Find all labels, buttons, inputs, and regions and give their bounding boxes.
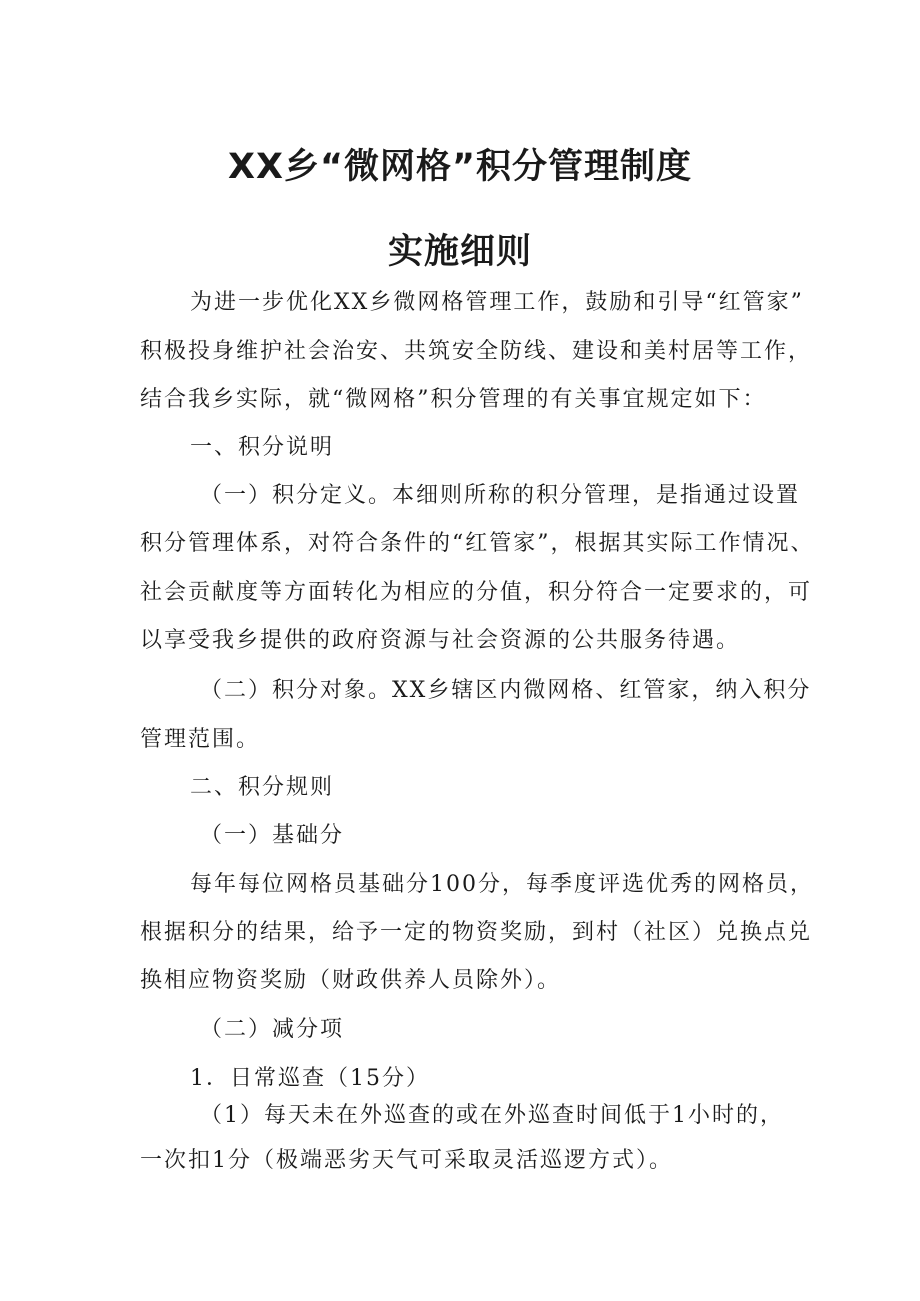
body-line-5: （一）积分定义。本细则所称的积分管理，是指通过设置 (200, 483, 801, 508)
document-title-line2: 实施细则 (387, 232, 532, 272)
item-heading-1: 1．日常巡查（15分） (190, 1066, 430, 1091)
section-heading-1: 一、积分说明 (190, 435, 335, 460)
section-heading-2: 二、积分规则 (190, 775, 335, 800)
subsection-heading-1: （一）基础分 (200, 823, 345, 848)
body-line-18: （1）每天未在外巡查的或在外巡查时间低于1小时的， (200, 1103, 784, 1128)
body-line-2: 积极投身维护社会治安、共筑安全防线、建设和美村居等工作， (140, 339, 813, 364)
body-line-1: 为进一步优化XX乡微网格管理工作，鼓励和引导“红管家” (190, 290, 804, 315)
subsection-heading-2: （二）减分项 (200, 1017, 345, 1042)
body-line-13: 每年每位网格员基础分100分，每季度评选优秀的网格员， (190, 872, 814, 897)
document-title-line1: XX乡“微网格”积分管理制度 (228, 147, 692, 187)
body-line-14: 根据积分的结果，给予一定的物资奖励，到村（社区）兑换点兑 (140, 920, 813, 945)
body-line-7: 社会贡献度等方面转化为相应的分值，积分符合一定要求的，可 (140, 580, 813, 605)
body-line-6: 积分管理体系，对符合条件的“红管家”，根据其实际工作情况、 (140, 531, 815, 556)
body-line-15: 换相应物资奖励（财政供养人员除外）。 (140, 968, 562, 993)
body-line-3: 结合我乡实际，就“微网格”积分管理的有关事宜规定如下： (140, 387, 767, 412)
body-line-19: 一次扣1分（极端恶劣天气可采取灵活巡逻方式）。 (140, 1148, 673, 1173)
body-line-9: （二）积分对象。XX乡辖区内微网格、红管家，纳入积分 (200, 678, 812, 703)
body-line-8: 以享受我乡提供的政府资源与社会资源的公共服务待遇。 (140, 628, 741, 653)
body-line-10: 管理范围。 (140, 727, 261, 752)
